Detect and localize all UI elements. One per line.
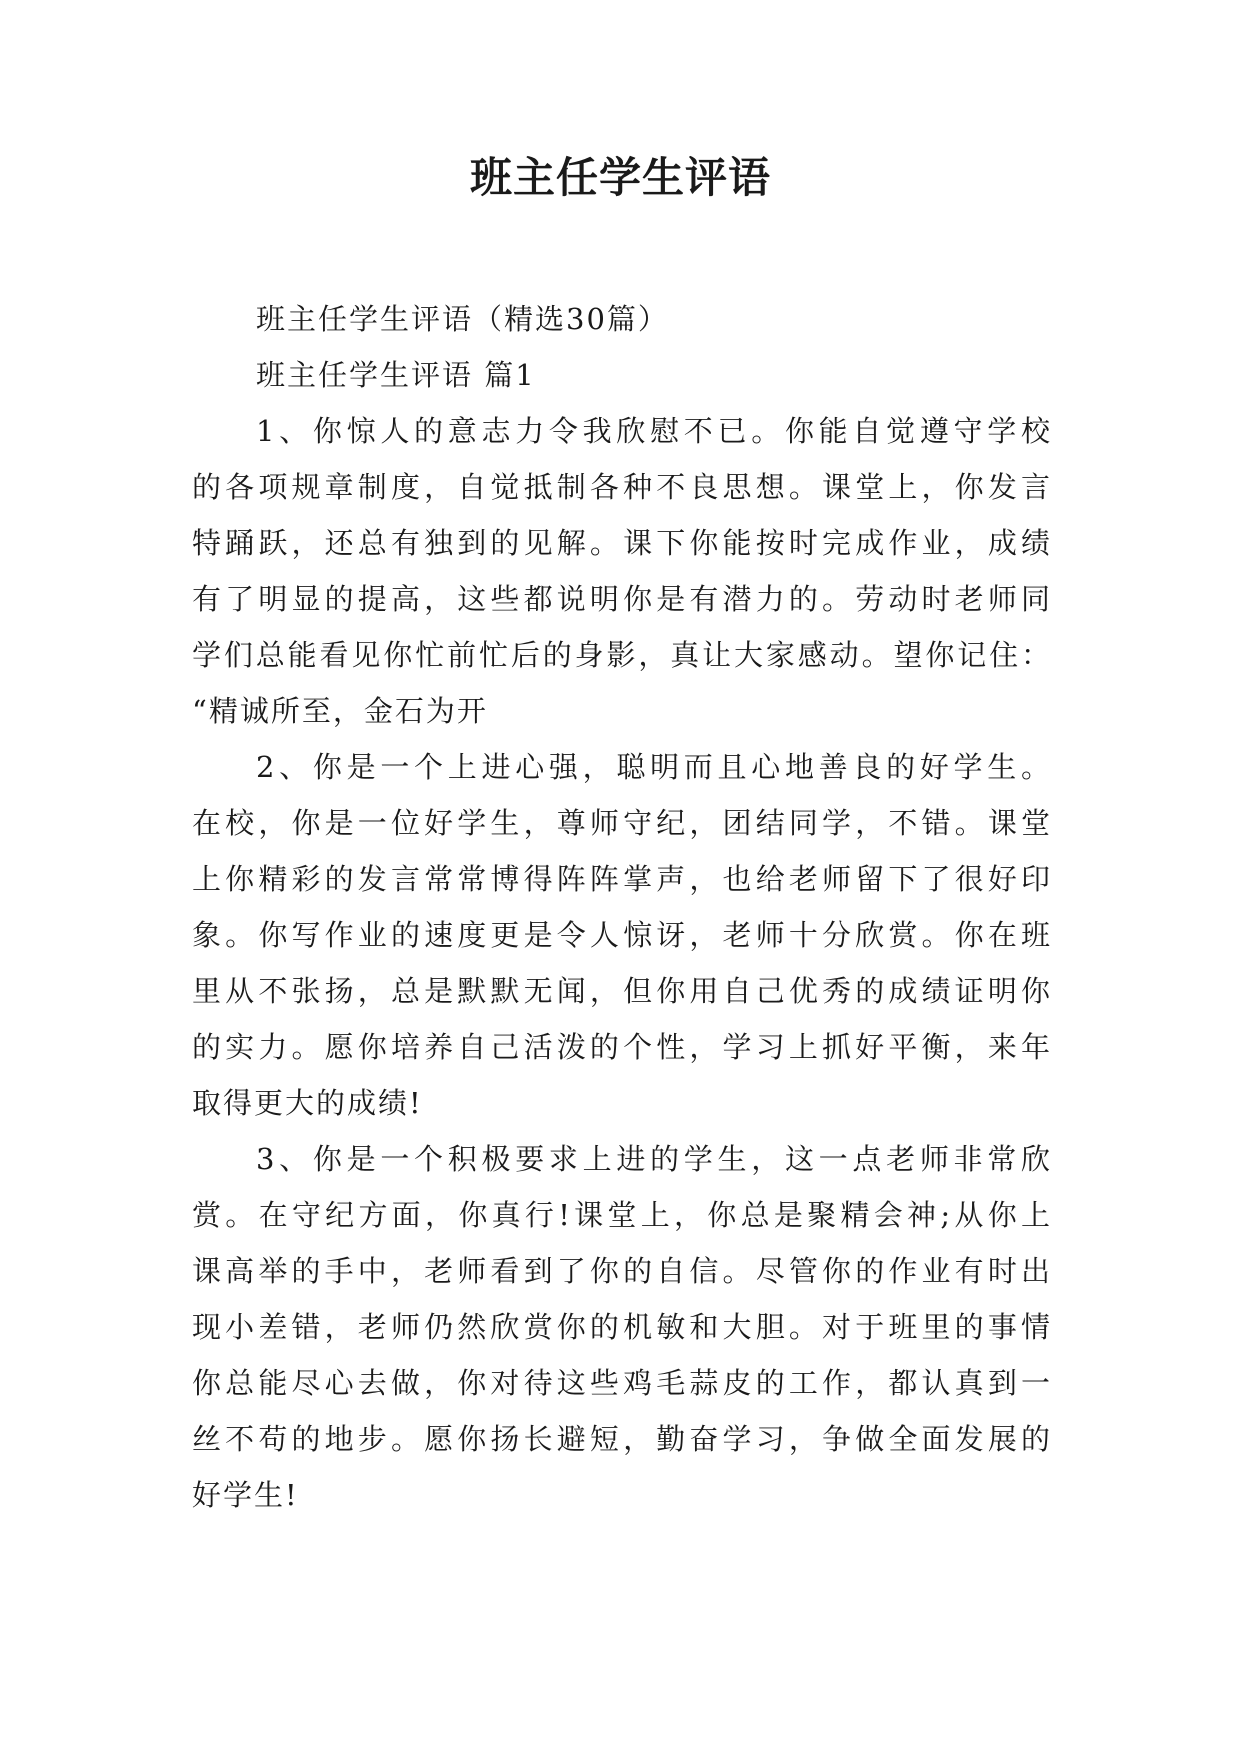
- paragraph-line: 课高举的手中，老师看到了你的自信。尽管你的作业有时出: [192, 1254, 1050, 1288]
- paragraph-line: 的实力。愿你培养自己活泼的个性，学习上抓好平衡，来年: [192, 1030, 1050, 1064]
- paragraph-line: 丝不苟的地步。愿你扬长避短，勤奋学习，争做全面发展的: [192, 1422, 1050, 1456]
- paragraph-line: 有了明显的提高，这些都说明你是有潜力的。劳动时老师同: [192, 582, 1050, 616]
- paragraph-line: 2、你是一个上进心强，聪明而且心地善良的好学生。: [256, 750, 1050, 784]
- paragraph-line: 1、你惊人的意志力令我欣慰不已。你能自觉遵守学校: [256, 414, 1050, 448]
- paragraph-line: 赏。在守纪方面，你真行!课堂上，你总是聚精会神;从你上: [192, 1198, 1050, 1232]
- paragraph-line: 上你精彩的发言常常博得阵阵掌声，也给老师留下了很好印: [192, 862, 1050, 896]
- paragraph-1: [192, 403, 1050, 739]
- paragraph-2: [192, 739, 1050, 1131]
- paragraph-line: 取得更大的成绩!: [192, 1086, 423, 1120]
- paragraph-line: 3、你是一个积极要求上进的学生，这一点老师非常欣: [256, 1142, 1050, 1176]
- paragraph-line: 你总能尽心去做，你对待这些鸡毛蒜皮的工作，都认真到一: [192, 1366, 1050, 1400]
- section-heading: 班主任学生评语 篇1: [256, 358, 536, 392]
- document-subtitle: 班主任学生评语（精选30篇）: [256, 302, 669, 336]
- paragraph-line: 象。你写作业的速度更是令人惊讶，老师十分欣赏。你在班: [192, 918, 1050, 952]
- paragraph-line: “精诚所至，金石为开: [192, 694, 488, 728]
- document-body: [192, 291, 1050, 1523]
- document-title: 班主任学生评语: [469, 153, 771, 202]
- paragraph-line: 特踊跃，还总有独到的见解。课下你能按时完成作业，成绩: [192, 526, 1050, 560]
- paragraph-line: 好学生!: [192, 1478, 299, 1512]
- paragraph-line: 里从不张扬，总是默默无闻，但你用自己优秀的成绩证明你: [192, 974, 1050, 1008]
- paragraph-3: [192, 1131, 1050, 1523]
- paragraph-line: 的各项规章制度，自觉抵制各种不良思想。课堂上，你发言: [192, 470, 1050, 504]
- paragraph-line: 在校，你是一位好学生，尊师守纪，团结同学，不错。课堂: [192, 806, 1050, 840]
- paragraph-line: 现小差错，老师仍然欣赏你的机敏和大胆。对于班里的事情: [192, 1310, 1050, 1344]
- paragraph-line: 学们总能看见你忙前忙后的身影，真让大家感动。望你记住：: [192, 638, 1050, 672]
